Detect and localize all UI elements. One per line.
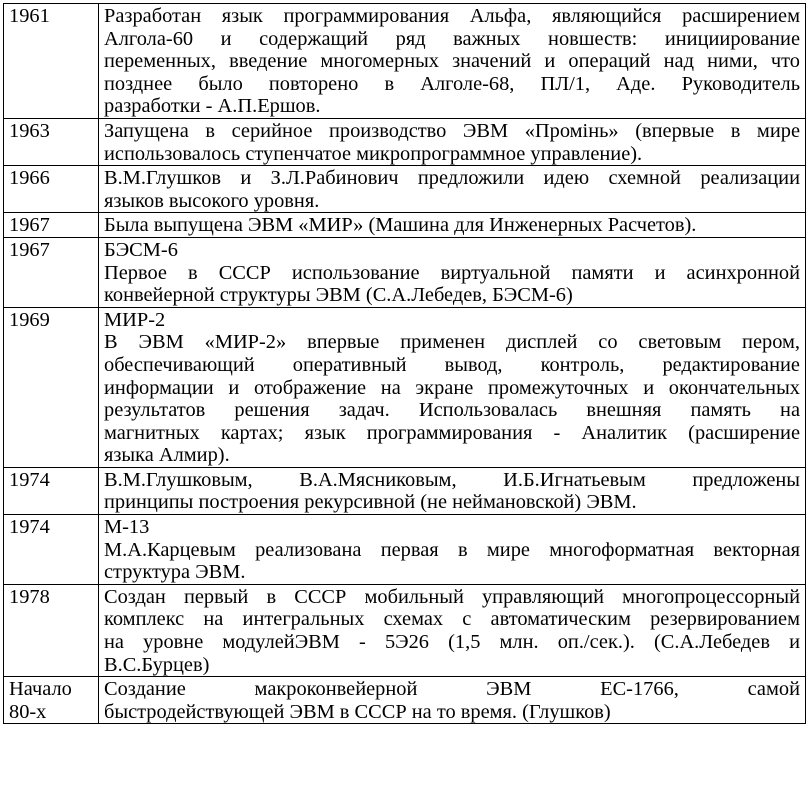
event-line: Разработан язык программирования Альфа, являющийся расширением xyxy=(104,5,800,27)
year-text: 1967 xyxy=(9,214,50,237)
year-text: 1967 xyxy=(9,238,50,261)
event-cell xyxy=(99,515,806,585)
event-line: языков высокого уровня. xyxy=(104,189,320,212)
event-line: В.М.Глушков и З.Л.Рабинович предложили идею схемной реализации xyxy=(104,167,800,190)
year-text: 1966 xyxy=(9,167,50,190)
event-line: позднее было повторено в Алголе-68, ПЛ/1, Аде. Руководитель xyxy=(104,72,800,95)
year-text: 1978 xyxy=(9,585,50,608)
event-line: переменных, введение многомерных значений и операций над ними, что xyxy=(104,50,800,73)
event-cell xyxy=(99,584,806,676)
table-row xyxy=(4,307,806,467)
table-row xyxy=(4,237,806,307)
year-cell xyxy=(4,237,99,307)
table-row xyxy=(4,166,806,213)
event-line: разработки - А.П.Ершов. xyxy=(104,95,321,118)
event-cell xyxy=(99,307,806,467)
year-cell xyxy=(4,166,99,213)
event-line: языка Алмир). xyxy=(104,444,230,467)
event-line: В ЭВМ «МИР-2» впервые применен дисплей со световым пером, xyxy=(104,331,800,354)
event-line: М.А.Карцевым реализована первая в мире многоформатная векторная xyxy=(104,538,800,561)
event-line: магнитных картах; язык программирования - Аналитик (расширение xyxy=(104,421,800,444)
event-heading: М-13 xyxy=(104,516,150,539)
year-cell xyxy=(4,584,99,676)
year-text: 1961 xyxy=(9,5,50,27)
event-line: Создание макроконвейерной ЭВМ ЕС-1766, самой xyxy=(104,678,800,701)
year-text: 1963 xyxy=(9,119,50,142)
event-heading: БЭСМ-6 xyxy=(104,238,178,261)
table-row xyxy=(4,677,806,724)
table-row xyxy=(4,467,806,514)
event-heading: МИР-2 xyxy=(104,308,166,331)
event-line: использовалось ступенчатое микропрограммное управление). xyxy=(104,142,643,165)
year-cell xyxy=(4,467,99,514)
event-line: структура ЭВМ. xyxy=(104,561,246,584)
year-cell xyxy=(4,515,99,585)
event-line: результатов решения задач. Использовалась внешняя память на xyxy=(104,399,800,422)
table-row xyxy=(4,213,806,238)
event-line: на уровне модулейЭВМ - 5Э26 (1,5 млн. оп./сек.). (С.А.Лебедев и xyxy=(104,631,800,654)
timeline-table xyxy=(3,3,806,724)
event-line: конвейерной структуры ЭВМ (С.А.Лебедев, БЭСМ-6) xyxy=(104,284,573,307)
year-text: 1969 xyxy=(9,308,50,331)
event-line: Запущена в серийное производство ЭВМ «Промінь» (впервые в мире xyxy=(104,119,800,142)
year-cell xyxy=(4,118,99,165)
year-cell xyxy=(4,307,99,467)
table-row xyxy=(4,515,806,585)
event-line: В.С.Бурцев) xyxy=(104,653,210,676)
event-line: информации и отображение на экране промежуточных и окончательных xyxy=(104,376,800,399)
event-line: комплекс на интегральных схемах с автоматическим резервированием xyxy=(104,608,800,631)
event-line: Алгола-60 и содержащий ряд важных новшеств: инициирование xyxy=(104,27,800,50)
event-line: Создан первый в СССР мобильный управляющий многопроцессорный xyxy=(104,585,800,608)
table-row xyxy=(4,118,806,165)
year-cell xyxy=(4,677,99,724)
year-text: 1974 xyxy=(9,468,50,491)
table-row xyxy=(4,584,806,676)
event-cell xyxy=(99,237,806,307)
event-line: принципы построения рекурсивной (не неймановской) ЭВМ. xyxy=(104,491,637,514)
event-cell xyxy=(99,213,806,238)
event-cell xyxy=(99,166,806,213)
event-cell xyxy=(99,4,806,119)
event-line: быстродействующей ЭВМ в СССР на то время. (Глушков) xyxy=(104,700,611,723)
year-cell xyxy=(4,4,99,119)
table-row xyxy=(4,4,806,119)
event-line: обеспечивающий оперативный вывод, контроль, редактирование xyxy=(104,353,800,376)
year-text: Начало xyxy=(9,678,72,701)
year-cell xyxy=(4,213,99,238)
event-line: Первое в СССР использование виртуальной памяти и асинхронной xyxy=(104,261,800,284)
event-cell xyxy=(99,118,806,165)
year-text: 80-х xyxy=(9,700,47,723)
year-text: 1974 xyxy=(9,516,50,539)
event-line: В.М.Глушковым, В.А.Мясниковым, И.Б.Игнатьевым предложены xyxy=(104,468,800,491)
event-cell xyxy=(99,677,806,724)
event-line: Была выпущена ЭВМ «МИР» (Машина для Инженерных Расчетов). xyxy=(104,214,697,237)
event-cell xyxy=(99,467,806,514)
